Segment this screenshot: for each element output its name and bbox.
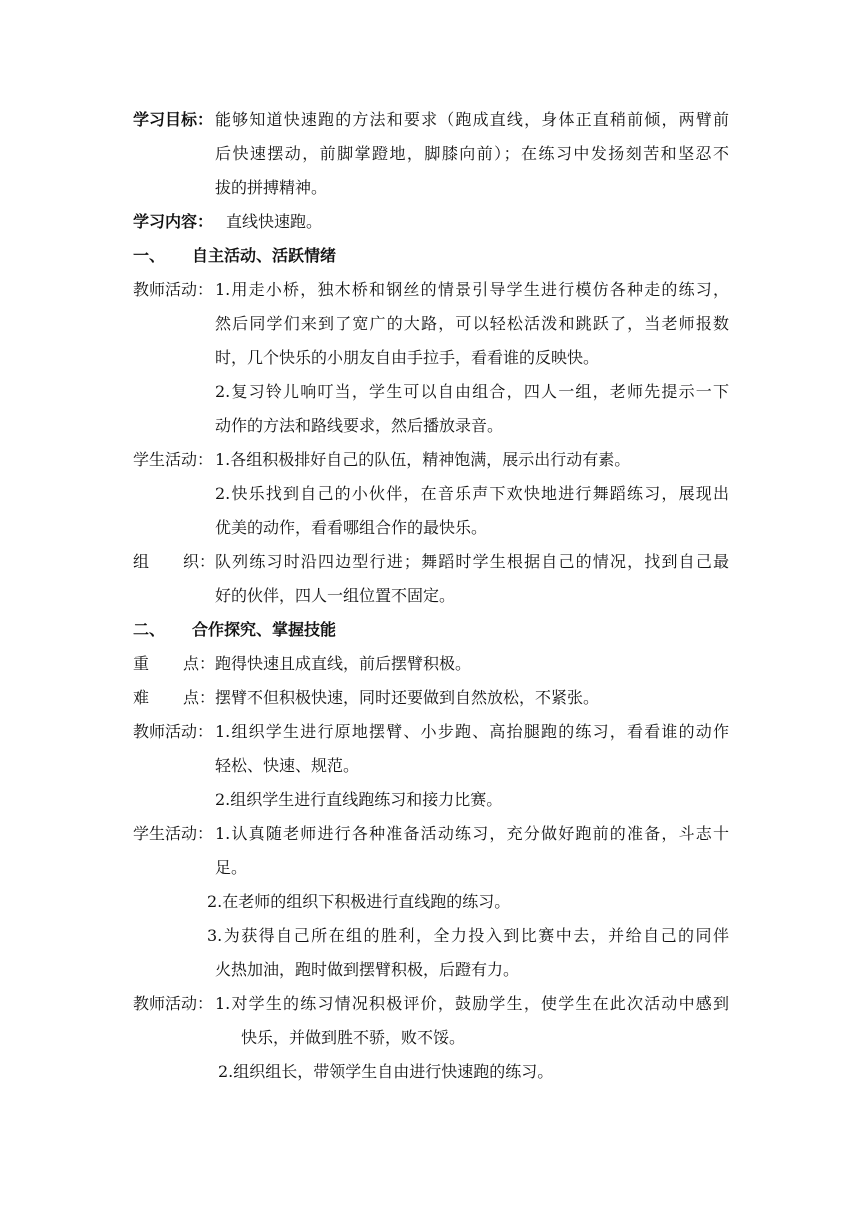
section1-org-line-1: 队列练习时沿四边型行进；舞蹈时学生根据自己的情况，找到自己最 (215, 552, 729, 571)
section2-teacher2-line-2: 快乐，并做到胜不骄，败不馁。 (241, 1028, 466, 1047)
section1-student-line-3: 优美的动作，看看哪组合作的最快乐。 (215, 518, 488, 537)
section1-student-line-1: 1.各组积极排好自己的队伍，精神饱满，展示出行动有素。 (215, 450, 631, 469)
section1-student-label: 学生活动： (133, 450, 214, 469)
section2-student-line-5: 火热加油，跑时做到摆臂积极，后蹬有力。 (215, 960, 520, 979)
section2-student-line-3: 2.在老师的组织下积极进行直线跑的练习。 (207, 892, 511, 911)
section2-teacher-label: 教师活动： (133, 722, 214, 741)
section2-teacher-line-2: 轻松、快速、规范。 (215, 756, 360, 775)
section1-teacher-label: 教师活动： (133, 280, 214, 299)
section1-teacher-line-5: 动作的方法和路线要求，然后播放录音。 (215, 416, 504, 435)
section2-difficulty-label-b: 点： (183, 688, 216, 707)
goal-text-line-3: 拔的拼搏精神。 (215, 178, 328, 197)
section1-teacher-line-4: 2.复习铃儿响叮当，学生可以自由组合，四人一组，老师先提示一下 (215, 382, 729, 401)
section2-student-label: 学生活动： (133, 824, 214, 843)
section1-title: 自主活动、活跃情绪 (192, 246, 337, 265)
goal-label: 学习目标： (133, 110, 214, 129)
section2-key-label-b: 点： (183, 654, 216, 673)
content-text: 直线快速跑。 (226, 212, 323, 231)
section2-difficulty-label-a: 难 (133, 688, 150, 707)
section2-student-line-4: 3.为获得自己所在组的胜利，全力投入到比赛中去，并给自己的同伴 (207, 926, 729, 945)
section1-org-label-b: 织： (183, 552, 216, 571)
section2-teacher2-label: 教师活动： (133, 994, 214, 1013)
section2-student-line-2: 足。 (215, 858, 248, 877)
section2-title: 合作探究、掌握技能 (192, 620, 337, 639)
section1-teacher-line-3: 时，几个快乐的小朋友自由手拉手，看看谁的反映快。 (215, 348, 600, 367)
section2-teacher2-line-3: 2.组织组长，带领学生自由进行快速跑的练习。 (218, 1062, 554, 1081)
section1-teacher-line-2: 然后同学们来到了宽广的大路，可以轻松活泼和跳跃了，当老师报数 (215, 314, 729, 333)
goal-text-line-2: 后快速摆动，前脚掌蹬地，脚膝向前）；在练习中发扬刻苦和坚忍不 (215, 144, 729, 163)
section2-key-text: 跑得快速且成直线，前后摆臂积极。 (215, 654, 472, 673)
section1-org-label-a: 组 (133, 552, 150, 571)
section1-number: 一、 (133, 246, 166, 265)
section2-student-line-1: 1.认真随老师进行各种准备活动练习，充分做好跑前的准备，斗志十 (215, 824, 729, 843)
content-label: 学习内容： (133, 212, 214, 231)
section2-teacher2-line-1: 1.对学生的练习情况积极评价，鼓励学生，使学生在此次活动中感到 (215, 994, 729, 1013)
section2-number: 二、 (133, 620, 166, 639)
section2-key-label-a: 重 (133, 654, 150, 673)
section1-teacher-line-1: 1.用走小桥，独木桥和钢丝的情景引导学生进行模仿各种走的练习， (215, 280, 729, 299)
section2-teacher-line-3: 2.组织学生进行直线跑练习和接力比赛。 (215, 790, 503, 809)
section1-student-line-2: 2.快乐找到自己的小伙伴，在音乐声下欢快地进行舞蹈练习，展现出 (215, 484, 729, 503)
section2-teacher-line-1: 1.组织学生进行原地摆臂、小步跑、高抬腿跑的练习，看看谁的动作 (215, 722, 729, 741)
section2-difficulty-text: 摆臂不但积极快速，同时还要做到自然放松，不紧张。 (215, 688, 600, 707)
section1-org-line-2: 好的伙伴，四人一组位置不固定。 (215, 586, 456, 605)
goal-text-line-1: 能够知道快速跑的方法和要求（跑成直线，身体正直稍前倾，两臂前 (215, 110, 729, 129)
